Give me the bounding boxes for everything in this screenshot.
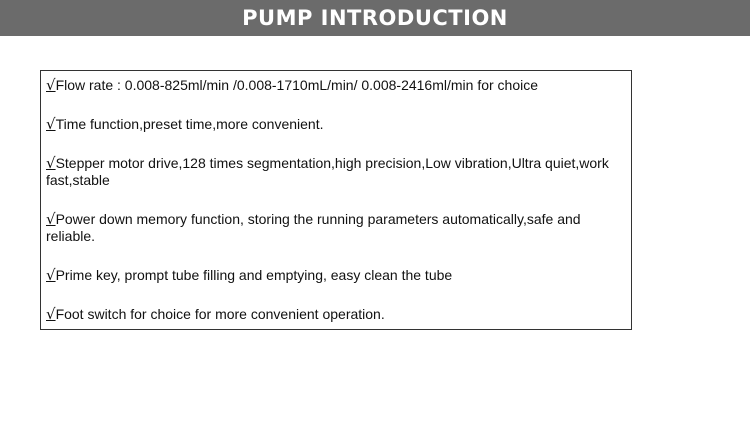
feature-text: Stepper motor drive,128 times segmentation,high precision,Low vibration,Ultra quiet,work fast,stable — [46, 155, 609, 188]
header-banner — [0, 0, 750, 36]
feature-text: Power down memory function, storing the running parameters automatically,safe and reliable. — [46, 211, 581, 244]
check-icon: √ — [46, 266, 56, 284]
feature-text: Prime key, prompt tube filling and emptying, easy clean the tube — [55, 267, 453, 283]
feature-text: Foot switch for choice for more convenient operation. — [55, 306, 385, 322]
page-title: PUMP INTRODUCTION — [242, 6, 508, 30]
check-icon: √ — [46, 210, 56, 228]
check-icon: √ — [46, 305, 56, 323]
check-icon: √ — [46, 115, 56, 133]
check-icon: √ — [46, 154, 56, 172]
feature-item-prime-key — [46, 267, 623, 284]
feature-item-power-memory — [46, 211, 623, 245]
feature-item-stepper-motor — [46, 155, 623, 189]
feature-item-foot-switch — [46, 306, 623, 323]
feature-list — [40, 70, 632, 330]
feature-text: Time function,preset time,more convenient. — [55, 116, 324, 132]
feature-item-flow-rate — [46, 77, 623, 94]
check-icon: √ — [46, 76, 56, 94]
feature-text: Flow rate : 0.008-825ml/min /0.008-1710mL/min/ 0.008-2416ml/min for choice — [55, 77, 539, 93]
feature-item-time-function — [46, 116, 623, 133]
